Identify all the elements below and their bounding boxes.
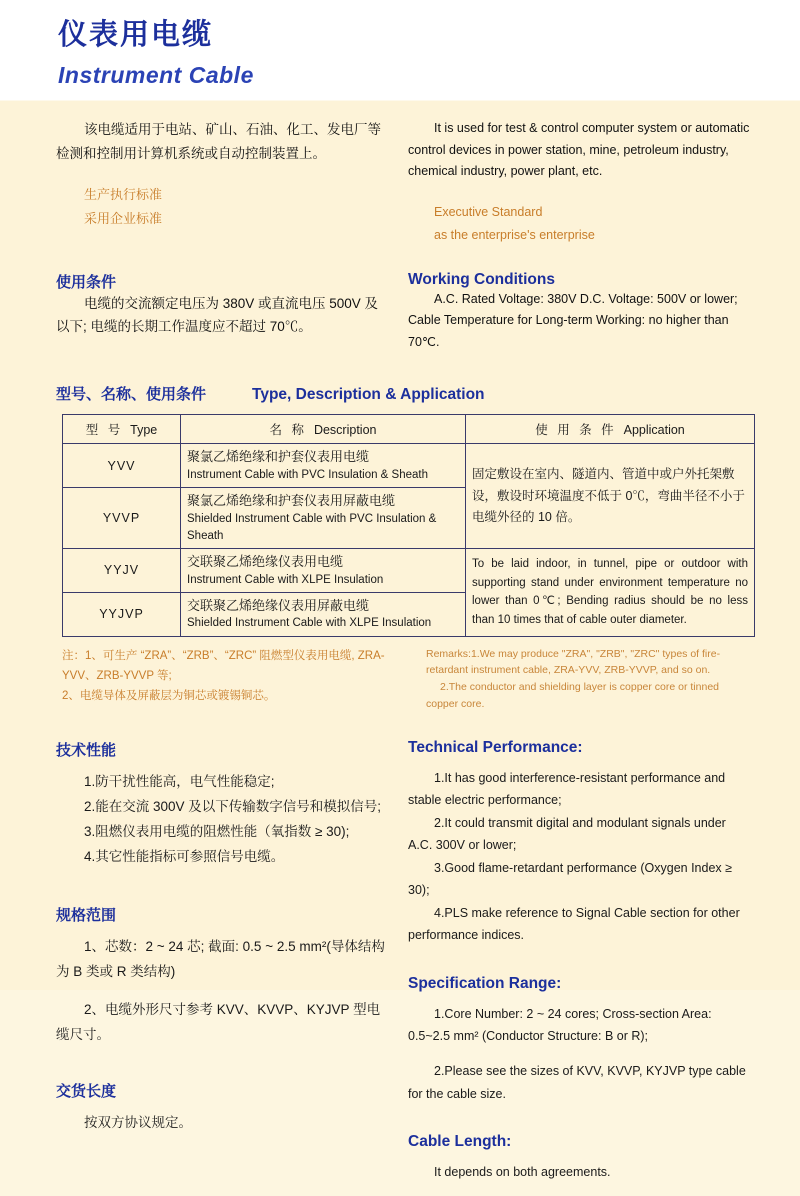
cell-desc-2-en: Shielded Instrument Cable with PVC Insulation & Sheath: [187, 512, 437, 542]
type-section-heading: [56, 383, 752, 404]
header-type: [63, 415, 181, 444]
working-conditions-body-cn: 电缆的交流额定电压为 380V 或直流电压 500V 及以下; 电缆的长期工作温度应不超过 70℃。: [56, 295, 379, 335]
cell-desc-2: [181, 488, 466, 549]
executive-standard-en-line1: Executive Standard: [434, 204, 543, 219]
working-conditions-cn: [56, 247, 404, 354]
application-text-en: To be laid indoor, in tunnel, pipe or outdoor with supporting stand under environment temperature no lower than 0℃; Bending radius should be no less than 10 times that of cable outer diameter.: [472, 558, 748, 626]
cell-desc-3-en: Instrument Cable with XLPE Insulation: [187, 573, 384, 586]
table-notes: [56, 646, 752, 713]
note-cn-1: 注：1、可生产 “ZRA”、“ZRB”、“ZRC” 阻燃型仪表用电缆, ZRA-YVV、ZRB-YVVP 等;: [62, 649, 385, 682]
specification-item-cn-1: 1、芯数：2 ~ 24 芯; 截面: 0.5 ~ 2.5 mm²(导体结构为 B 类或 R 类结构): [56, 938, 385, 979]
lower-sections: [56, 739, 752, 1196]
cable-length-body-cn: 按双方协议规定。: [84, 1114, 192, 1130]
table-row: [63, 549, 755, 593]
cell-type-1: YVV: [63, 444, 181, 488]
technical-item-cn-4: 4.其它性能指标可参照信号电缆。: [84, 848, 285, 864]
working-conditions-heading-cn: 使用条件: [56, 273, 117, 291]
specification-item-cn-2: 2、电缆外形尺寸参考 KVV、KVVP、KYJVP 型电缆尺寸。: [56, 1002, 381, 1042]
technical-item-cn-2: 2.能在交流 300V 及以下传输数字信号和模拟信号;: [84, 798, 382, 814]
executive-standard-cn: [56, 183, 390, 230]
header-desc-en: Description: [313, 423, 377, 438]
page-title-cn: 仪表用电缆: [58, 19, 214, 51]
technical-item-en-4: 4.PLS make reference to Signal Cable section for other performance indices.: [408, 905, 740, 943]
working-conditions-heading-en: Working Conditions: [408, 270, 555, 288]
executive-standard-cn-line1: 生产执行标准: [84, 187, 163, 203]
notes-en-title: Remarks:: [426, 647, 471, 660]
specification-item-en-2: 2.Please see the sizes of KVV, KVVP, KYJVP type cable for the cable size.: [408, 1064, 746, 1101]
working-conditions-en: [404, 247, 752, 354]
specification-heading-cn: 规格范围: [56, 906, 117, 924]
technical-item-cn-3: 3.阻燃仪表用电缆的阻燃性能（氧指数 ≥ 30);: [84, 823, 350, 839]
intro-paragraph-cn: 该电缆适用于电站、矿山、石油、化工、发电厂等检测和控制用计算机系统或自动控制装置上。: [56, 122, 381, 161]
intro-paragraph-en: It is used for test & control computer system or automatic control devices in power station, mine, petroleum industry, chemical industry, power plant, etc.: [408, 121, 750, 178]
executive-standard-cn-line2: 采用企业标准: [84, 210, 163, 226]
note-cn-2: 2、电缆导体及屏蔽层为铜芯或镀锡铜芯。: [62, 689, 276, 702]
technical-heading-cn: 技术性能: [56, 741, 117, 759]
header-app-cn: 使 用 条 件: [535, 423, 617, 438]
cable-length-body-en: It depends on both agreements.: [434, 1165, 611, 1180]
working-conditions-body-en: A.C. Rated Voltage: 380V D.C. Voltage: 500V or lower; Cable Temperature for Long-term Working: no higher than 70℃.: [408, 291, 738, 349]
technical-item-en-2: 2.It could transmit digital and modulant signals under A.C. 300V or lower;: [408, 815, 726, 853]
header-desc-cn: 名 称: [269, 423, 307, 438]
header-desc: [181, 415, 466, 444]
intro-en-column: [404, 118, 752, 247]
executive-standard-en: [408, 201, 752, 247]
specification-item-en-1: 1.Core Number: 2 ~ 24 cores; Cross-section Area: 0.5~2.5 mm² (Conductor Structure: B or R);: [408, 1006, 712, 1044]
cell-desc-4-en: Shielded Instrument Cable with XLPE Insulation: [187, 617, 432, 630]
header-app-en: Application: [623, 423, 685, 438]
intro-cn-column: [56, 118, 404, 247]
technical-list-cn: [56, 770, 390, 870]
note-en-2: 2.The conductor and shielding layer is copper core or tinned copper core.: [426, 681, 719, 710]
intro-section: [56, 118, 752, 247]
technical-item-en-3: 3.Good flame-retardant performance (Oxygen Index ≥ 30);: [408, 860, 732, 898]
cell-desc-1-en: Instrument Cable with PVC Insulation & Sheath: [187, 468, 428, 481]
cell-desc-1: [181, 444, 466, 488]
cell-type-2: YVVP: [63, 488, 181, 549]
specification-heading-en: Specification Range:: [408, 974, 562, 992]
cell-application-en: [466, 549, 755, 637]
note-en-1-text: 1.We may produce "ZRA", "ZRB", "ZRC" types of fire-retardant instrument cable, ZRA-YVV, ZRB-YVVP, and so on.: [426, 647, 721, 677]
cell-type-4: YYJVP: [63, 592, 181, 636]
technical-list-en: [408, 767, 752, 947]
lower-en-column: [404, 739, 752, 1196]
type-heading-cn: 型号、名称、使用条件: [56, 386, 207, 404]
header-app: [466, 415, 755, 444]
cell-desc-2-cn: 聚氯乙烯绝缘和护套仪表用屏蔽电缆: [187, 493, 396, 508]
type-table: [62, 414, 755, 636]
page-title-en: Instrument Cable: [58, 61, 254, 88]
table-header-row: [63, 415, 755, 444]
executive-standard-en-line2: as the enterprise's enterprise: [434, 227, 595, 242]
notes-en: [404, 646, 752, 713]
header-type-cn: 型 号: [85, 423, 124, 438]
application-text-cn: 固定敷设在室内、隧道内、管道中或户外托架敷设，敷设时环境温度不低于 0℃，弯曲半径不小于电缆外径的 10 倍。: [472, 467, 745, 524]
cell-desc-3: [181, 549, 466, 593]
cable-length-heading-cn: 交货长度: [56, 1082, 117, 1100]
cell-desc-3-cn: 交联聚乙烯绝缘仪表用电缆: [187, 554, 344, 569]
technical-item-en-1: 1.It has good interference-resistant performance and stable electric performance;: [408, 770, 726, 808]
lower-cn-column: [56, 739, 404, 1196]
cable-length-heading-en: Cable Length:: [408, 1133, 512, 1151]
technical-heading-en: Technical Performance:: [408, 738, 583, 756]
cell-desc-4: [181, 592, 466, 636]
table-row: [63, 444, 755, 488]
cell-desc-1-cn: 聚氯乙烯绝缘和护套仪表用电缆: [187, 449, 370, 465]
page-header: [0, 0, 800, 100]
cell-type-3: YYJV: [63, 549, 181, 593]
working-conditions-section: [56, 247, 752, 354]
cell-application-cn: [466, 444, 755, 549]
page-body: [0, 118, 800, 1196]
header-type-en: Type: [130, 423, 158, 438]
notes-cn: [56, 646, 404, 713]
cell-desc-4-cn: 交联聚乙烯绝缘仪表用屏蔽电缆: [187, 597, 370, 613]
type-heading-en: Type, Description & Application: [252, 386, 485, 404]
technical-item-cn-1: 1.防干扰性能高，电气性能稳定;: [84, 773, 275, 789]
note-en-1: [426, 646, 752, 680]
